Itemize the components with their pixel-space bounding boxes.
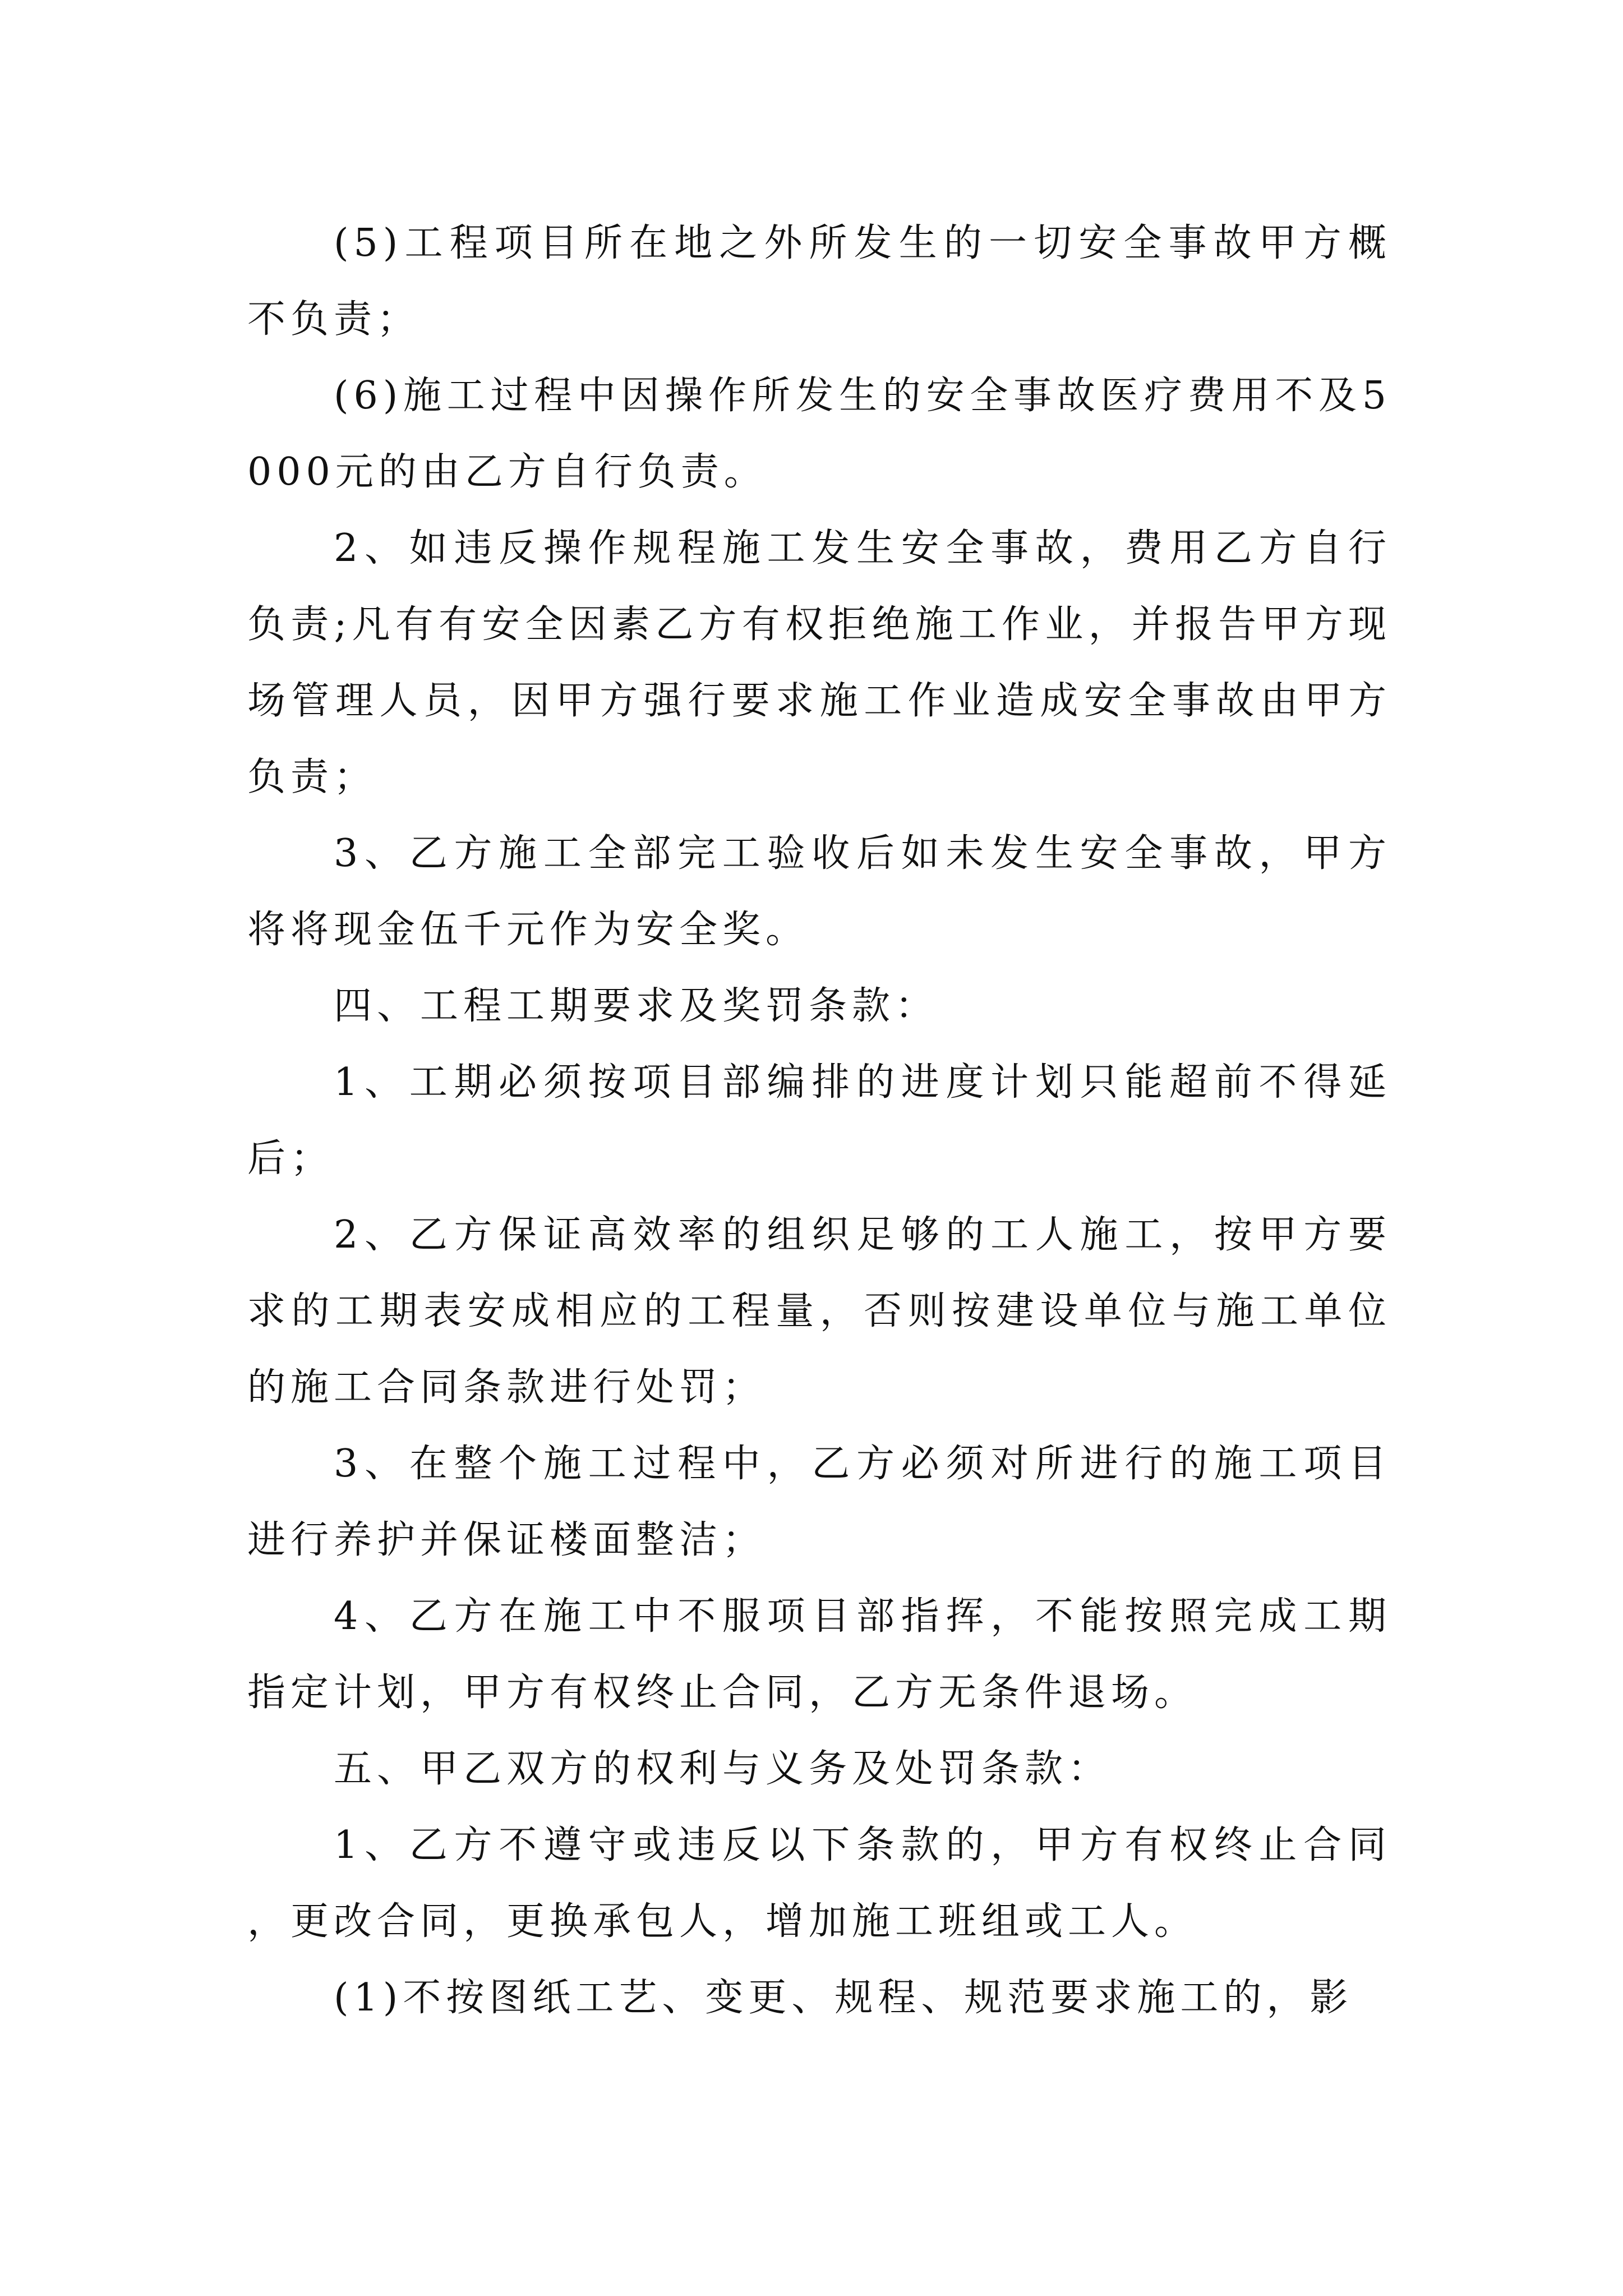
schedule-item-3-paragraph: 3、在整个施工过程中，乙方必须对所进行的施工项目进行养护并保证楼面整洁； — [247, 1442, 1391, 1562]
schedule-item-2-paragraph: 2、乙方保证高效率的组织足够的工人施工，按甲方要求的工期表安成相应的工程量，否则按建设单位与施工单位的施工合同条款进行处罚； — [247, 1213, 1391, 1410]
rights-item-1-paragraph: 1、乙方不遵守或违反以下条款的，甲方有权终止合同，更改合同，更换承包人，增加施工班组或工人。 — [247, 1823, 1391, 1944]
section-5-heading: 五、甲乙双方的权利与义务及处罚条款： — [334, 1747, 1112, 1791]
rights-subitem-1-paragraph: (1)不按图纸工艺、变更、规程、规范要求施工的，影 — [334, 1976, 1353, 2020]
schedule-item-1-paragraph: 1、工期必须按项目部编排的进度计划只能超前不得延后； — [247, 1060, 1391, 1181]
safety-item-3-paragraph: 3、乙方施工全部完工验收后如未发生安全事故，甲方将将现金伍千元作为安全奖。 — [247, 831, 1391, 952]
document-body — [247, 205, 1391, 2036]
schedule-item-4-paragraph: 4、乙方在施工中不服项目部指挥，不能按照完成工期指定计划，甲方有权终止合同，乙方无条件退场。 — [247, 1594, 1391, 1715]
clause-6-paragraph: (6)施工过程中因操作所发生的安全事故医疗费用不及5000元的由乙方自行负责。 — [247, 374, 1391, 494]
safety-item-2-paragraph: 2、如违反操作规程施工发生安全事故，费用乙方自行负责;凡有有安全因素乙方有权拒绝施工作业，并报告甲方现场管理人员，因甲方强行要求施工作业造成安全事故由甲方负责； — [247, 526, 1391, 799]
clause-5-paragraph: (5)工程项目所在地之外所发生的一切安全事故甲方概不负责； — [247, 221, 1391, 342]
section-4-heading: 四、工程工期要求及奖罚条款： — [334, 984, 939, 1028]
